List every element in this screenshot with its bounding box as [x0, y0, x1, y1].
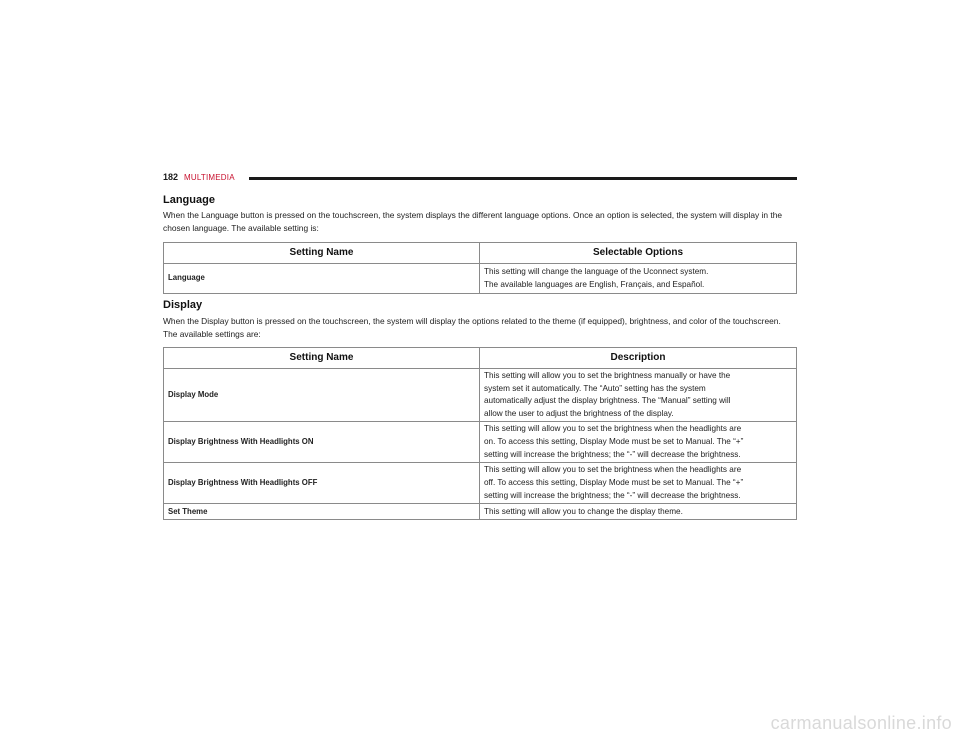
- page-section-title: MULTIMEDIA: [184, 173, 235, 182]
- description-line: This setting will allow you to set the brightness when the headlights are: [484, 424, 742, 434]
- table-row: [164, 264, 797, 294]
- setting-description: [480, 504, 797, 520]
- table-row: [164, 463, 797, 504]
- column-header-setting-name: Setting Name: [164, 243, 480, 264]
- column-header-setting-name: Setting Name: [164, 348, 480, 369]
- setting-description: [480, 422, 797, 463]
- description-line: The available languages are English, Français, and Español.: [484, 279, 705, 289]
- setting-name: Display Mode: [164, 369, 480, 422]
- description-line: setting will increase the brightness; the “-” will decrease the brightness.: [484, 449, 741, 459]
- description-line: This setting will allow you to set the brightness manually or have the: [484, 371, 731, 380]
- display-settings-table: [163, 347, 797, 520]
- setting-description: [480, 463, 797, 504]
- setting-description: [480, 369, 797, 422]
- description-line: system set it automatically. The “Auto” setting has the system: [484, 383, 706, 393]
- setting-name: Language: [164, 264, 480, 294]
- table-header-row: [164, 243, 797, 264]
- setting-name: Set Theme: [164, 504, 480, 520]
- setting-name: Display Brightness With Headlights ON: [164, 422, 480, 463]
- setting-description: [480, 264, 797, 294]
- description-line: This setting will change the language of the Uconnect system.: [484, 266, 709, 276]
- table-row: [164, 369, 797, 422]
- language-heading: Language: [163, 194, 215, 206]
- description-line: setting will increase the brightness; the “-” will decrease the brightness.: [484, 490, 741, 500]
- column-header-description: Description: [480, 348, 797, 369]
- header-rule: [249, 177, 797, 180]
- description-line: off. To access this setting, Display Mode must be set to Manual. The “+”: [484, 478, 744, 488]
- description-line: allow the user to adjust the brightness of the display.: [484, 408, 674, 418]
- column-header-selectable-options: Selectable Options: [480, 243, 797, 264]
- description-line: automatically adjust the display brightness. The “Manual” setting will: [484, 396, 731, 406]
- language-intro: When the Language button is pressed on the touchscreen, the system displays the different language options. Once an option is selected, the system will display in the chosen language. The available setting is:: [163, 210, 783, 234]
- setting-name: Display Brightness With Headlights OFF: [164, 463, 480, 504]
- table-row: [164, 504, 797, 520]
- watermark: carmanualsonline.info: [770, 713, 952, 733]
- language-settings-table: [163, 242, 797, 294]
- table-header-row: [164, 348, 797, 369]
- table-row: [164, 422, 797, 463]
- description-line: This setting will allow you to set the brightness when the headlights are: [484, 465, 742, 475]
- display-intro: When the Display button is pressed on the touchscreen, the system will display the options related to the theme (if equipped), brightness, and color of the touchscreen. The available settings are:: [163, 316, 781, 340]
- page-number: 182: [163, 172, 179, 182]
- description-line: on. To access this setting, Display Mode must be set to Manual. The “+”: [484, 437, 744, 447]
- display-heading: Display: [163, 299, 203, 311]
- page-header: [163, 172, 797, 186]
- description-line: This setting will allow you to change the display theme.: [484, 506, 683, 516]
